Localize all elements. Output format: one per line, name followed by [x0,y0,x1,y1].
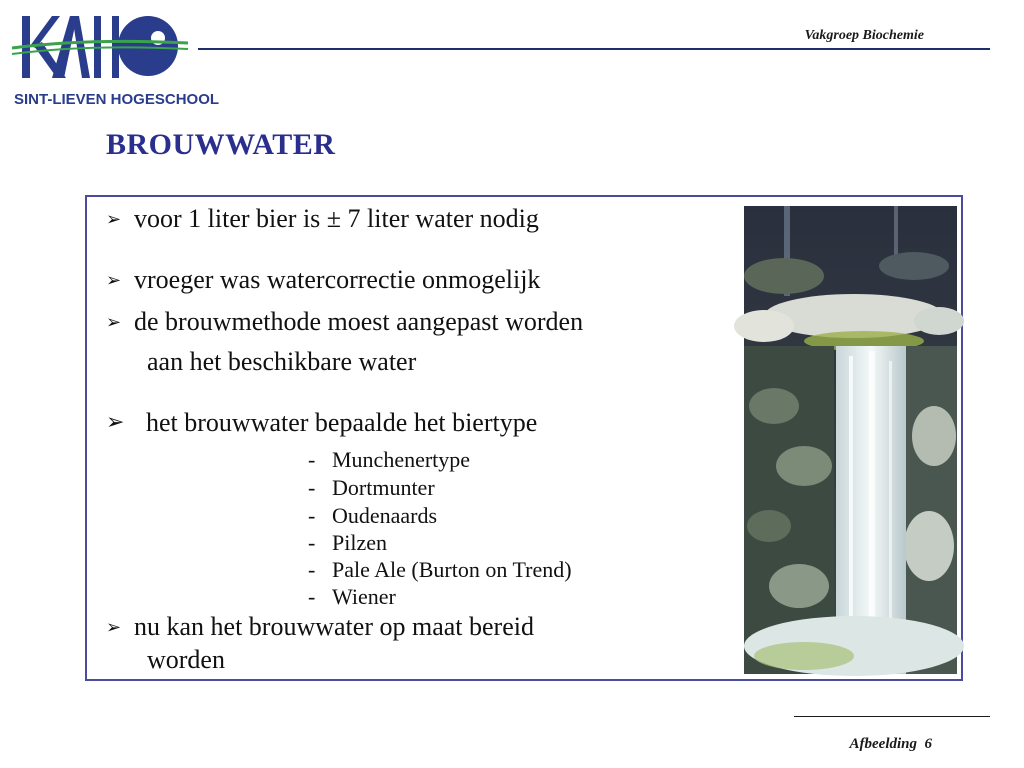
bullet-continuation: worden [147,645,225,674]
beer-type-label: Dortmunter [332,475,435,500]
page-number: 6 [924,736,932,752]
page-footer [850,736,933,753]
beer-type-item: - Oudenaards [308,503,438,528]
waterfall-image [744,206,957,674]
bullet-continuation: aan het beschikbare water [147,347,417,376]
footer-rule [794,716,990,717]
arrow-bullet-icon: ➢ [106,312,122,332]
bullet-text: voor 1 liter bier is ± 7 liter water nodig [134,204,539,233]
bullet-item [106,612,534,642]
bullet-item [106,307,583,337]
beer-type-label: Oudenaards [332,503,438,528]
beer-type-label: Wiener [332,584,396,609]
school-logo [8,8,220,113]
bullet-text: de brouwmethode moest aangepast worden [134,307,584,336]
beer-type-item: - Pale Ale (Burton on Trend) [308,557,572,582]
bullet-item [106,408,537,438]
arrow-bullet-icon: ➢ [106,617,122,637]
bullet-item [106,265,540,295]
bullet-text: nu kan het brouwwater op maat bereid [134,612,534,641]
beer-type-label: Munchenertype [332,447,471,472]
department-label: Vakgroep Biochemie [804,28,924,43]
logo-main-text: KAHO [8,8,11,9]
kaho-logo-graphic [8,8,220,113]
beer-type-item: - Dortmunter [308,475,435,500]
arrow-bullet-icon: ➢ [106,270,122,290]
beer-type-item: - Munchenertype [308,447,471,472]
beer-type-item: - Wiener [308,584,396,609]
arrow-bullet-icon: ➢ [106,409,125,434]
slide-title: BROUWWATER [106,128,336,161]
header-rule [198,48,990,50]
logo-school-text: SINT-LIEVEN HOGESCHOOL [14,91,220,108]
beer-type-label: Pale Ale (Burton on Trend) [332,557,572,582]
bullet-text: vroeger was watercorrectie onmogelijk [134,265,541,294]
beer-type-label: Pilzen [332,530,387,555]
bullet-text: het brouwwater bepaalde het biertype [146,408,538,437]
footer-label: Afbeelding [849,736,917,752]
arrow-bullet-icon: ➢ [106,209,122,229]
beer-type-item: - Pilzen [308,530,387,555]
bullet-item [106,204,539,234]
